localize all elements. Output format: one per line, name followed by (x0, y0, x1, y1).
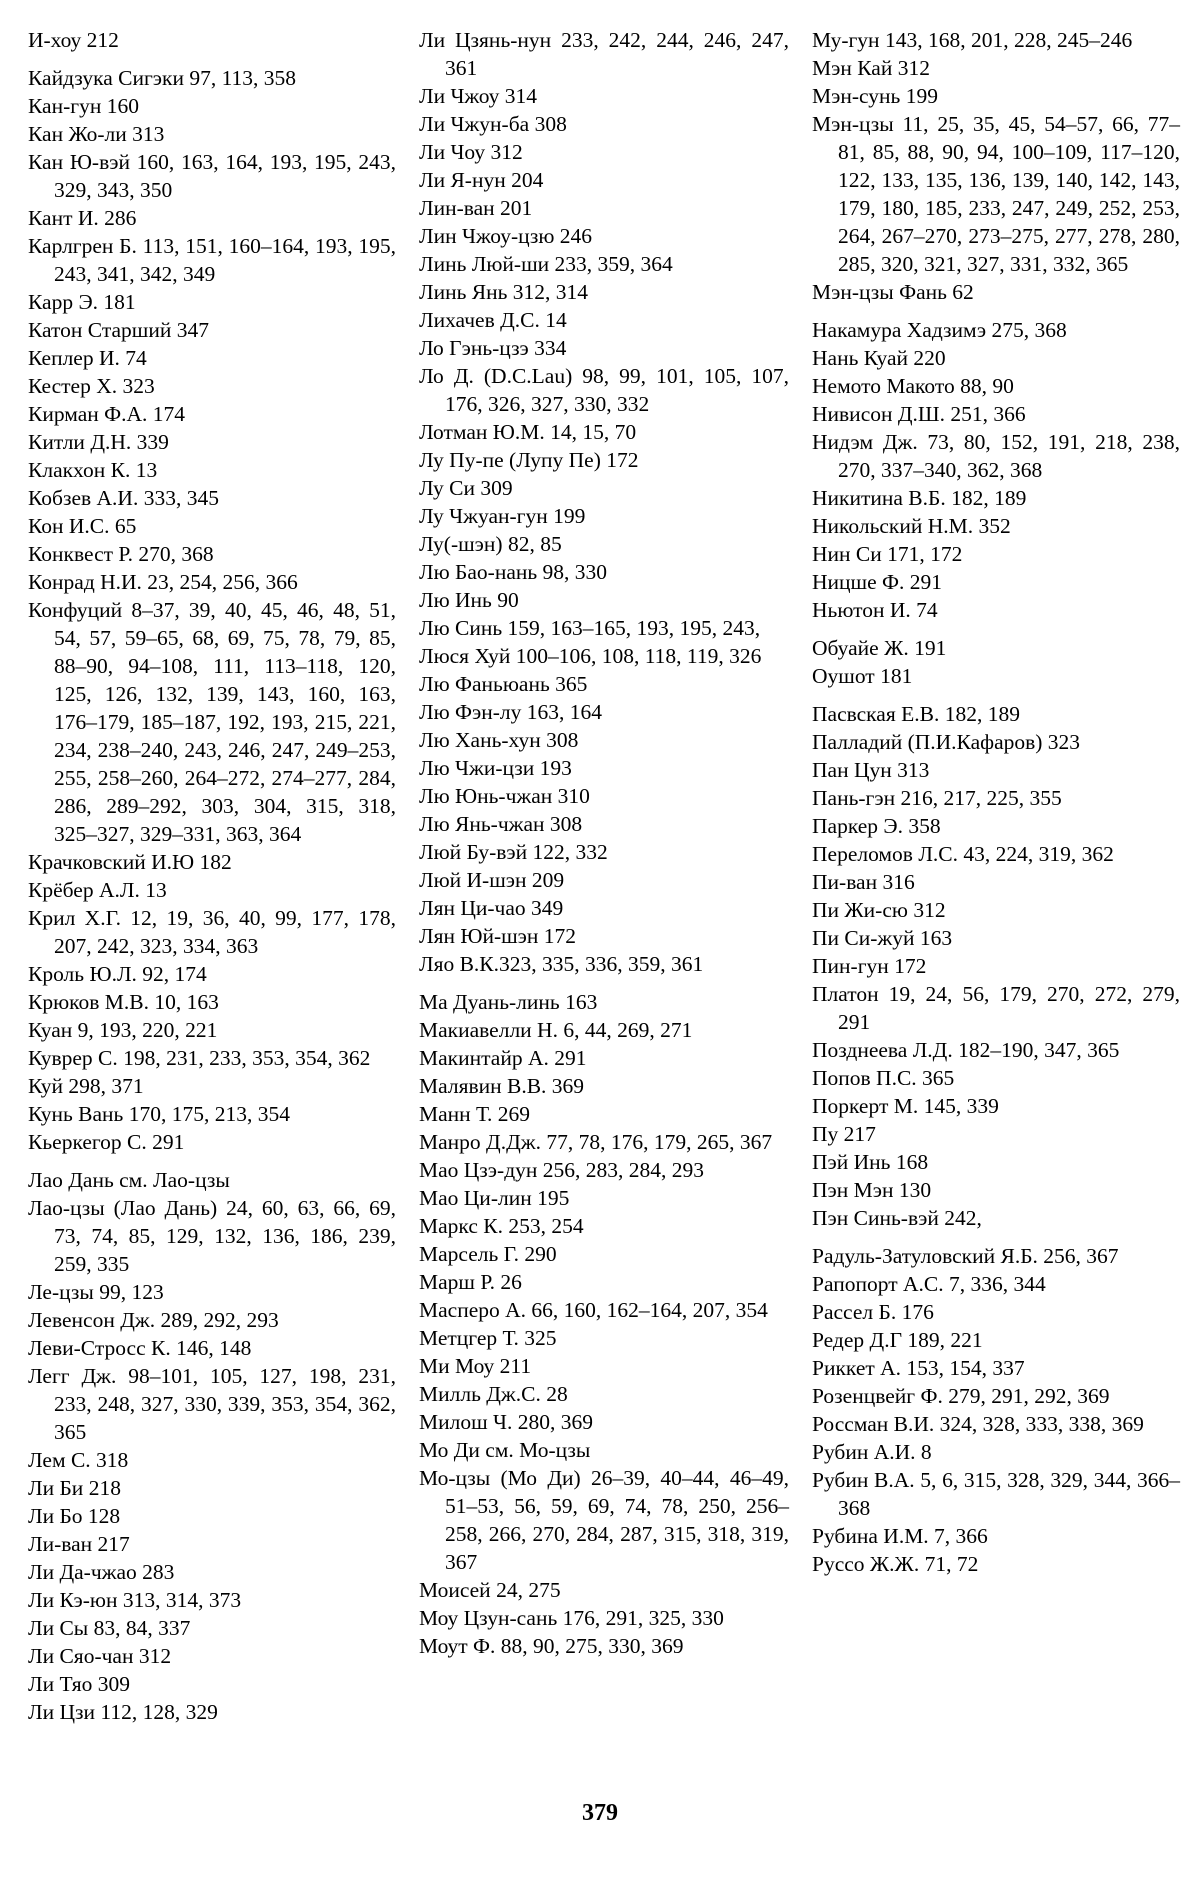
index-entry: Обуайе Ж. 191 (812, 636, 947, 660)
index-entry: Карр Э. 181 (28, 290, 136, 314)
index-column-middle (419, 26, 789, 1660)
index-entry: Конфуций 8–37, 39, 40, 45, 46, 48, 51, 54, 57, 59–65, 68, 69, 75, 78, 79, 85, 88–90, 94–108, 111, 113–118, 120, 125, 126, 132, 139, 143, 160, 163, 176–179, 185–187, 192, 193, 215, 221, 234, 238–240, 243, 246, 247, 249–253, 255, 258–260, 264–272, 274–277, 284, 286, 289–292, 303, 304, 315, 318, 325–327, 329–331, 363, 364 (28, 598, 396, 846)
index-entry: Паркер Э. 358 (812, 814, 941, 838)
index-entry: И-хоу 212 (28, 28, 119, 52)
index-entry: Радуль-Затуловский Я.Б. 256, 367 (812, 1244, 1119, 1268)
index-entry: Манро Д.Дж. 77, 78, 176, 179, 265, 367 (419, 1130, 773, 1154)
index-entry: Макинтайр А. 291 (419, 1046, 587, 1070)
index-entry: Лу Чжуан-гун 199 (419, 504, 586, 528)
index-entry: Кестер Х. 323 (28, 374, 155, 398)
index-entry: Куврер С. 198, 231, 233, 353, 354, 362 (28, 1046, 371, 1070)
index-entry: Пэн Мэн 130 (812, 1178, 932, 1202)
index-entry: Кеплер И. 74 (28, 346, 147, 370)
index-entry: Ли Цзи 112, 128, 329 (28, 1700, 218, 1724)
index-letter-group (812, 316, 1180, 624)
index-entry: Пань-гэн 216, 217, 225, 355 (812, 786, 1062, 810)
index-entry: Попов П.С. 365 (812, 1066, 955, 1090)
index-entry: Лю Фэн-лу 163, 164 (419, 700, 603, 724)
index-entry: Ли Чоу 312 (419, 140, 523, 164)
index-entry: Крюков М.В. 10, 163 (28, 990, 219, 1014)
index-entry: Лю Бао-нань 98, 330 (419, 560, 608, 584)
index-entry: Милль Дж.С. 28 (419, 1382, 568, 1406)
index-entry: Моисей 24, 275 (419, 1578, 561, 1602)
index-entry: Поркерт М. 145, 339 (812, 1094, 999, 1118)
index-entry: Кунь Вань 170, 175, 213, 354 (28, 1102, 290, 1126)
index-entry: Ли Чжоу 314 (419, 84, 538, 108)
index-entry: Люй Бу-вэй 122, 332 (419, 840, 608, 864)
index-entry: Моу Цзун-сань 176, 291, 325, 330 (419, 1606, 724, 1630)
index-letter-group (812, 634, 1180, 690)
index-letter-group (812, 700, 1180, 1232)
index-entry: Масперо А. 66, 160, 162–164, 207, 354 (419, 1298, 768, 1322)
index-entry: Маркс К. 253, 254 (419, 1214, 584, 1238)
index-entry: Оушот 181 (812, 664, 913, 688)
index-entry: Макиавелли Н. 6, 44, 269, 271 (419, 1018, 693, 1042)
index-entry: Конрад Н.И. 23, 254, 256, 366 (28, 570, 298, 594)
index-entry: Линь Янь 312, 314 (419, 280, 589, 304)
index-entry: Ляо В.К.323, 335, 336, 359, 361 (419, 952, 704, 976)
index-letter-group (419, 988, 789, 1660)
index-entry: Кроль Ю.Л. 92, 174 (28, 962, 207, 986)
index-letter-group (812, 26, 1180, 306)
index-entry: Лу(-шэн) 82, 85 (419, 532, 562, 556)
index-entry: Кан-гун 160 (28, 94, 139, 118)
index-entry: Лю Фаньюань 365 (419, 672, 588, 696)
index-entry: Рассел Б. 176 (812, 1300, 934, 1324)
index-entry: Платон 19, 24, 56, 179, 270, 272, 279, 291 (812, 982, 1180, 1034)
index-entry: Нань Куай 220 (812, 346, 946, 370)
index-entry: Катон Старший 347 (28, 318, 209, 342)
index-entry: Ли Я-нун 204 (419, 168, 544, 192)
index-entry: Ли Сяо-чан 312 (28, 1644, 172, 1668)
index-column-left (28, 26, 396, 1726)
index-entry: Лотман Ю.М. 14, 15, 70 (419, 420, 637, 444)
index-entry: Лян Юй-шэн 172 (419, 924, 577, 948)
index-entry: Руссо Ж.Ж. 71, 72 (812, 1552, 979, 1576)
index-entry: Линь Люй-ши 233, 359, 364 (419, 252, 673, 276)
index-entry: Ли Би 218 (28, 1476, 121, 1500)
page-number: 379 (582, 1800, 618, 1826)
index-entry: Мэн-цзы Фань 62 (812, 280, 974, 304)
index-entry: Му-гун 143, 168, 201, 228, 245–246 (812, 28, 1133, 52)
index-entry: Пэн Синь-вэй 242, (812, 1206, 982, 1230)
index-entry: Пэй Инь 168 (812, 1150, 929, 1174)
index-entry: Ло Гэнь-цзэ 334 (419, 336, 567, 360)
index-entry: Крёбер А.Л. 13 (28, 878, 167, 902)
index-entry: Немото Макото 88, 90 (812, 374, 1014, 398)
index-entry: Пу 217 (812, 1122, 876, 1146)
index-entry: Лю Янь-чжан 308 (419, 812, 583, 836)
index-entry: Куан 9, 193, 220, 221 (28, 1018, 218, 1042)
index-entry: Малявин В.В. 369 (419, 1074, 585, 1098)
index-entry: Пин-гун 172 (812, 954, 927, 978)
index-entry: Ли-ван 217 (28, 1532, 130, 1556)
index-entry: Ло Д. (D.C.Lau) 98, 99, 101, 105, 107, 176, 326, 327, 330, 332 (419, 364, 789, 416)
index-column-right (812, 26, 1180, 1578)
index-entry: Кант И. 286 (28, 206, 137, 230)
index-entry: Карлгрен Б. 113, 151, 160–164, 193, 195, 243, 341, 342, 349 (28, 234, 396, 286)
index-entry: Манн Т. 269 (419, 1102, 531, 1126)
index-entry: Никитина В.Б. 182, 189 (812, 486, 1027, 510)
index-entry: Ли Цзянь-нун 233, 242, 244, 246, 247, 361 (419, 28, 789, 80)
index-entry: Милош Ч. 280, 369 (419, 1410, 594, 1434)
index-entry: Лю Инь 90 (419, 588, 519, 612)
index-entry: Лю Чжи-цзи 193 (419, 756, 572, 780)
index-entry: Мэн-цзы 11, 25, 35, 45, 54–57, 66, 77–81, 85, 88, 90, 94, 100–109, 117–120, 122, 133, 135, 136, 139, 140, 142, 143, 179, 180, 185, 233, 247, 249, 252, 253, 264, 267–270, 273–275, 277, 278, 280, 285, 320, 321, 327, 331, 332, 365 (812, 112, 1180, 276)
index-entry: Ли Чжун-ба 308 (419, 112, 567, 136)
index-entry: Леви-Стросс К. 146, 148 (28, 1336, 252, 1360)
index-entry: Ли Кэ-юн 313, 314, 373 (28, 1588, 242, 1612)
index-entry: Рапопорт А.С. 7, 336, 344 (812, 1272, 1046, 1296)
index-entry: Ми Моу 211 (419, 1354, 532, 1378)
index-entry: Лю Юнь-чжан 310 (419, 784, 590, 808)
index-entry: Пи-ван 316 (812, 870, 915, 894)
index-entry: Ле-цзы 99, 123 (28, 1280, 164, 1304)
index-entry: Мао Ци-лин 195 (419, 1186, 570, 1210)
index-entry: Ньютон И. 74 (812, 598, 938, 622)
index-entry: Клакхон К. 13 (28, 458, 158, 482)
index-entry: Лем С. 318 (28, 1448, 129, 1472)
index-entry: Никольский Н.М. 352 (812, 514, 1011, 538)
index-entry: Куй 298, 371 (28, 1074, 144, 1098)
index-entry: Рубин А.И. 8 (812, 1440, 932, 1464)
index-entry: Мэн-сунь 199 (812, 84, 938, 108)
index-entry: Лю Хань-хун 308 (419, 728, 579, 752)
index-entry: Кан Жо-ли 313 (28, 122, 165, 146)
index-entry: Метцгер Т. 325 (419, 1326, 557, 1350)
index-entry: Кан Ю-вэй 160, 163, 164, 193, 195, 243, 329, 343, 350 (28, 150, 396, 202)
index-letter-group (28, 26, 396, 54)
index-letter-group (419, 26, 789, 978)
index-entry: Риккет А. 153, 154, 337 (812, 1356, 1025, 1380)
index-entry: Левенсон Дж. 289, 292, 293 (28, 1308, 279, 1332)
index-entry: Мо-цзы (Мо Ди) 26–39, 40–44, 46–49, 51–53, 56, 59, 69, 74, 78, 250, 256–258, 266, 270, 284, 287, 315, 318, 319, 367 (419, 1466, 789, 1574)
index-entry: Мэн Кай 312 (812, 56, 930, 80)
index-entry: Марш Р. 26 (419, 1270, 522, 1294)
index-entry: Китли Д.Н. 339 (28, 430, 169, 454)
index-entry: Кьеркегор С. 291 (28, 1130, 185, 1154)
index-letter-group (28, 1166, 396, 1726)
index-entry: Ли Тяо 309 (28, 1672, 131, 1696)
index-entry: Марсель Г. 290 (419, 1242, 557, 1266)
index-entry: Крачковский И.Ю 182 (28, 850, 232, 874)
index-entry: Нидэм Дж. 73, 80, 152, 191, 218, 238, 270, 337–340, 362, 368 (812, 430, 1180, 482)
index-entry: Люся Хуй 100–106, 108, 118, 119, 326 (419, 644, 762, 668)
index-entry: Пан Цун 313 (812, 758, 930, 782)
index-entry: Редер Д.Г 189, 221 (812, 1328, 983, 1352)
index-entry: Пи Си-жуй 163 (812, 926, 953, 950)
index-entry: Лао-цзы (Лао Дань) 24, 60, 63, 66, 69, 73, 74, 85, 129, 132, 136, 186, 239, 259, 335 (28, 1196, 396, 1276)
index-entry: Кирман Ф.А. 174 (28, 402, 186, 426)
index-entry: Ли Бо 128 (28, 1504, 121, 1528)
index-entry: Мо Ди см. Мо-цзы (419, 1438, 591, 1462)
index-entry: Рубина И.М. 7, 366 (812, 1524, 988, 1548)
index-entry: Кайдзука Сигэки 97, 113, 358 (28, 66, 297, 90)
index-entry: Крил Х.Г. 12, 19, 36, 40, 99, 177, 178, 207, 242, 323, 334, 363 (28, 906, 396, 958)
index-entry: Лу Пу-пе (Лупу Пе) 172 (419, 448, 639, 472)
index-entry: Мао Цзэ-дун 256, 283, 284, 293 (419, 1158, 705, 1182)
index-entry: Лихачев Д.С. 14 (419, 308, 567, 332)
index-entry: Россман В.И. 324, 328, 333, 338, 369 (812, 1412, 1144, 1436)
index-entry: Пасвская Е.В. 182, 189 (812, 702, 1020, 726)
index-entry: Лин Чжоу-цзю 246 (419, 224, 593, 248)
index-entry: Легг Дж. 98–101, 105, 127, 198, 231, 233, 248, 327, 330, 339, 353, 354, 362, 365 (28, 1364, 396, 1444)
index-entry: Накамура Хадзимэ 275, 368 (812, 318, 1067, 342)
index-entry: Лу Си 309 (419, 476, 513, 500)
index-entry: Люй И-шэн 209 (419, 868, 565, 892)
index-entry: Кон И.С. 65 (28, 514, 137, 538)
index-entry: Кобзев А.И. 333, 345 (28, 486, 219, 510)
index-entry: Лао Дань см. Лао-цзы (28, 1168, 230, 1192)
index-entry: Палладий (П.И.Кафаров) 323 (812, 730, 1081, 754)
index-entry: Конквест Р. 270, 368 (28, 542, 214, 566)
index-entry: Моут Ф. 88, 90, 275, 330, 369 (419, 1634, 684, 1658)
index-entry: Ницше Ф. 291 (812, 570, 942, 594)
index-entry: Розенцвейг Ф. 279, 291, 292, 369 (812, 1384, 1110, 1408)
index-entry: Переломов Л.С. 43, 224, 319, 362 (812, 842, 1114, 866)
index-entry: Ли Сы 83, 84, 337 (28, 1616, 191, 1640)
index-entry: Пи Жи-сю 312 (812, 898, 946, 922)
index-entry: Лин-ван 201 (419, 196, 533, 220)
index-letter-group (812, 1242, 1180, 1578)
index-letter-group (28, 64, 396, 1156)
index-entry: Лян Ци-чао 349 (419, 896, 564, 920)
index-entry: Ли Да-чжао 283 (28, 1560, 175, 1584)
index-entry: Лю Синь 159, 163–165, 193, 195, 243, (419, 616, 761, 640)
index-entry: Ма Дуань-линь 163 (419, 990, 598, 1014)
index-entry: Нин Си 171, 172 (812, 542, 963, 566)
index-entry: Рубин В.А. 5, 6, 315, 328, 329, 344, 366–368 (812, 1468, 1180, 1520)
index-entry: Нивисон Д.Ш. 251, 366 (812, 402, 1026, 426)
index-entry: Позднеева Л.Д. 182–190, 347, 365 (812, 1038, 1120, 1062)
